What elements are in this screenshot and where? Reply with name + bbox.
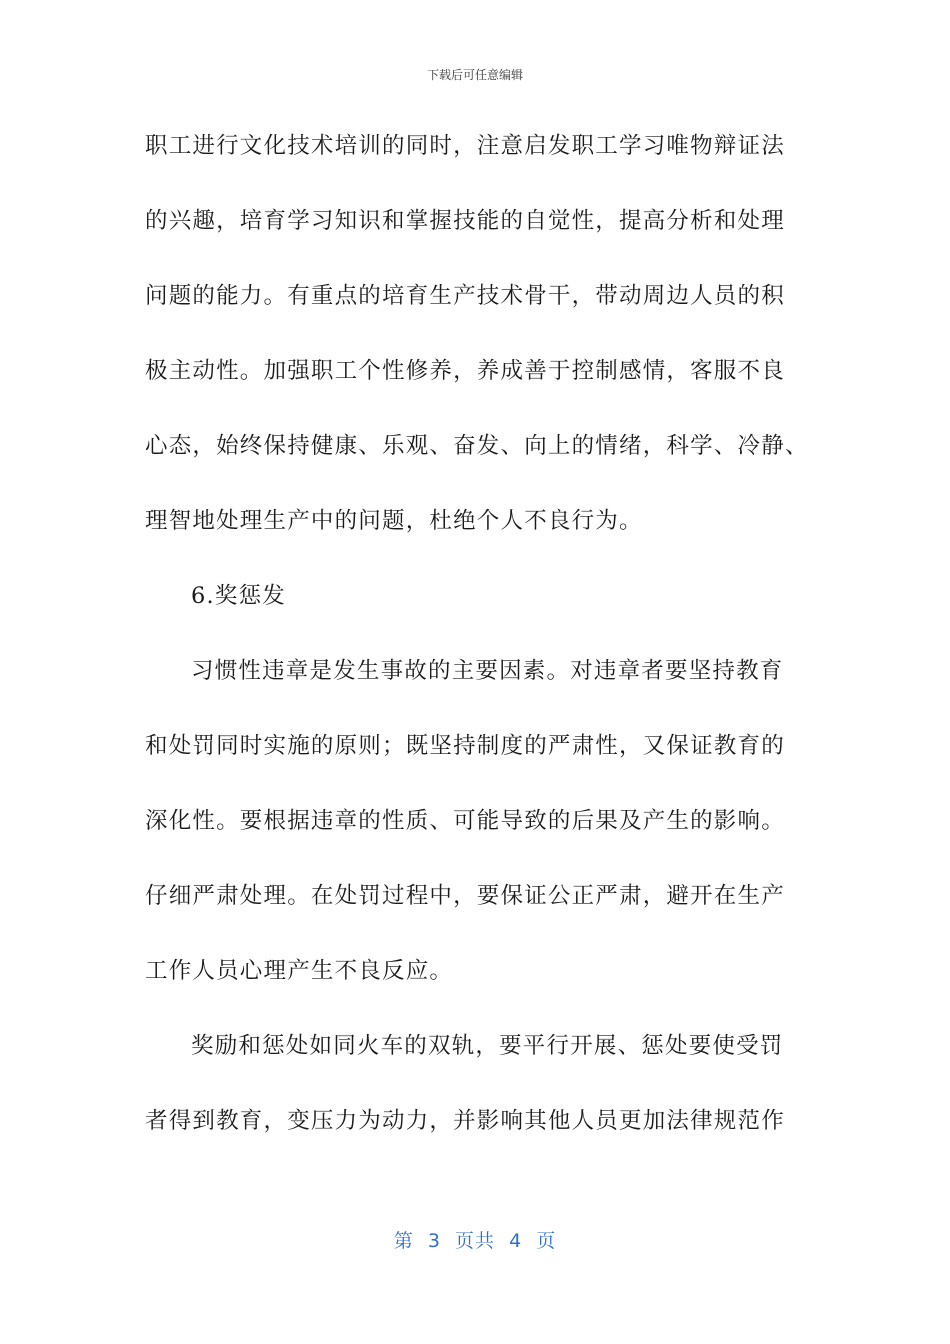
body-line: 心态，始终保持健康、乐观、奋发、向上的情绪，科学、冷静、 xyxy=(145,433,809,459)
body-line: 工作人员心理产生不良反应。 xyxy=(145,958,454,984)
body-line: 者得到教育，变压力为动力，并影响其他人员更加法律规范作 xyxy=(145,1108,785,1134)
body-line: 极主动性。加强职工个性修养，养成善于控制感情，客服不良 xyxy=(145,358,785,384)
body-line: 的兴趣，培育学习知识和掌握技能的自觉性，提高分析和处理 xyxy=(145,208,785,234)
body-line: 理智地处理生产中的问题，杜绝个人不良行为。 xyxy=(145,508,643,534)
body-line: 深化性。要根据违章的性质、可能导致的后果及产生的影响。 xyxy=(145,808,785,834)
section-heading: 6.奖惩发 xyxy=(191,583,286,609)
body-line: 仔细严肃处理。在处罚过程中，要保证公正严肃，避开在生产 xyxy=(145,883,785,909)
body-line: 习惯性违章是发生事故的主要因素。对违章者要坚持教育 xyxy=(191,658,784,684)
body-line: 和处罚同时实施的原则；既坚持制度的严肃性，又保证教育的 xyxy=(145,733,785,759)
body-line: 职工进行文化技术培训的同时，注意启发职工学习唯物辩证法 xyxy=(145,133,785,159)
document-body xyxy=(145,123,825,1173)
body-line: 奖励和惩处如同火车的双轨，要平行开展、惩处要使受罚 xyxy=(191,1033,784,1059)
page-header: 下载后可任意编辑 xyxy=(426,68,523,82)
body-line: 问题的能力。有重点的培育生产技术骨干，带动周边人员的积 xyxy=(145,283,785,309)
page-number-footer: 第 3 页共 4 页 xyxy=(393,1230,557,1252)
